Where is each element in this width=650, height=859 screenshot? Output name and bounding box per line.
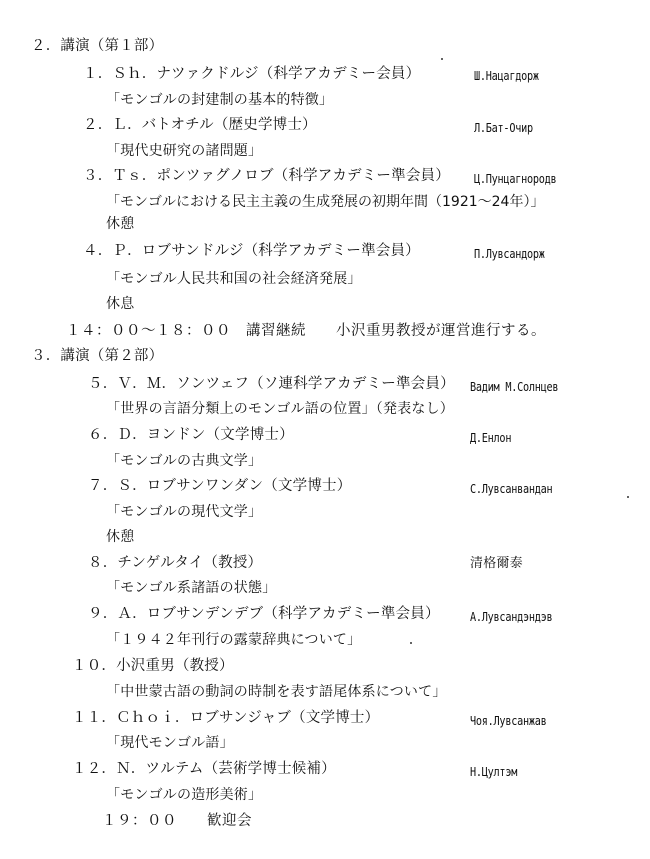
break-2: 休息 [106, 296, 135, 312]
talk-11-title: 「現代モンゴル語」 [106, 735, 234, 751]
talk-4-russian-name: П.Лувсандорж [474, 247, 545, 261]
talk-2-title: 「現代史研究の諸問題」 [106, 143, 263, 159]
talk-9-speaker: ９．Ａ．ロブサンデンデブ（科学アカデミー準会員） [88, 606, 440, 622]
talk-7-russian-name: С.Лувсанвандан [470, 482, 553, 496]
talk-11-russian-name: Чоя.Лувсанжав [470, 714, 547, 728]
talk-6-title: 「モンゴルの古典文学」 [106, 453, 263, 469]
scan-speck [441, 58, 443, 60]
talk-10-speaker: １０．小沢重男（教授） [72, 658, 234, 674]
talk-8-speaker: ８．チンゲルタイ（教授） [88, 555, 263, 571]
scan-speck [627, 496, 629, 498]
talk-6-russian-name: Д.Енлон [470, 431, 512, 445]
talk-8-title: 「モンゴル系諸語の状態」 [106, 580, 277, 596]
scan-speck [410, 642, 412, 644]
talk-12-russian-name: Н.Цултэм [470, 765, 518, 779]
talk-1-speaker: １．Ｓｈ．ナツァクドルジ（科学アカデミー会員） [83, 66, 421, 82]
talk-10-title: 「中世蒙古語の動詞の時制を表す語尾体系について」 [106, 684, 447, 700]
talk-3-russian-name: Ц.Пунцагнородв [474, 172, 557, 186]
talk-12-speaker: １２．Ｎ．ツルテム（芸術学博士候補） [72, 761, 336, 777]
talk-3-speaker: ３．Ｔｓ．ポンツァグノロブ（科学アカデミー準会員） [83, 168, 450, 184]
talk-5-speaker: ５．Ｖ．Ｍ．ソンツェフ（ソ連科学アカデミー準会員） [88, 376, 455, 392]
talk-9-title: 「１９４２年刊行の露蒙辞典について」 [106, 632, 362, 648]
break-3: 休憩 [106, 529, 135, 545]
talk-7-title: 「モンゴルの現代文学」 [106, 504, 263, 520]
talk-12-title: 「モンゴルの造形美術」 [106, 787, 263, 803]
talk-5-title: 「世界の言語分類上のモンゴル語の位置」（発表なし） [106, 401, 454, 417]
talk-11-speaker: １１．Ｃｈｏｉ．ロブサンジャブ（文学博士） [72, 710, 380, 726]
talk-1-title: 「モンゴルの封建制の基本的特徴」 [106, 92, 334, 108]
talk-7-speaker: ７．Ｓ．ロブサンワンダン（文学博士） [88, 478, 352, 494]
talk-9-russian-name: А.Лувсандэндэв [470, 610, 553, 624]
talk-3-title: 「モンゴルにおける民主主義の生成発展の初期年間（1921～24年）」 [106, 194, 545, 210]
talk-5-russian-name: Вадим М.Солнцев [470, 380, 559, 394]
talk-8-chinese-name: 清格爾泰 [470, 556, 523, 571]
talk-2-russian-name: Л.Бат-Очир [474, 121, 533, 135]
talk-6-speaker: ６．Ｄ．ヨンドン（文学博士） [88, 427, 294, 443]
talk-4-speaker: ４．Ｐ．ロブサンドルジ（科学アカデミー準会員） [83, 243, 420, 259]
talk-1-russian-name: Ш.Нацагдорж [474, 69, 539, 83]
talk-4-title: 「モンゴル人民共和国の社会経済発展」 [106, 271, 362, 287]
talk-2-speaker: ２．Ｌ．バトオチル（歴史学博士） [83, 117, 317, 133]
break-1: 休憩 [106, 216, 135, 232]
section-2-heading: ２．講演（第１部） [31, 38, 164, 54]
section-3-heading: ３．講演（第２部） [31, 348, 164, 364]
reception-schedule: １９：００ 歓迎会 [102, 813, 252, 829]
afternoon-schedule: １４：００～１８：００ 講習継続 小沢重男教授が運営進行する。 [66, 323, 546, 339]
